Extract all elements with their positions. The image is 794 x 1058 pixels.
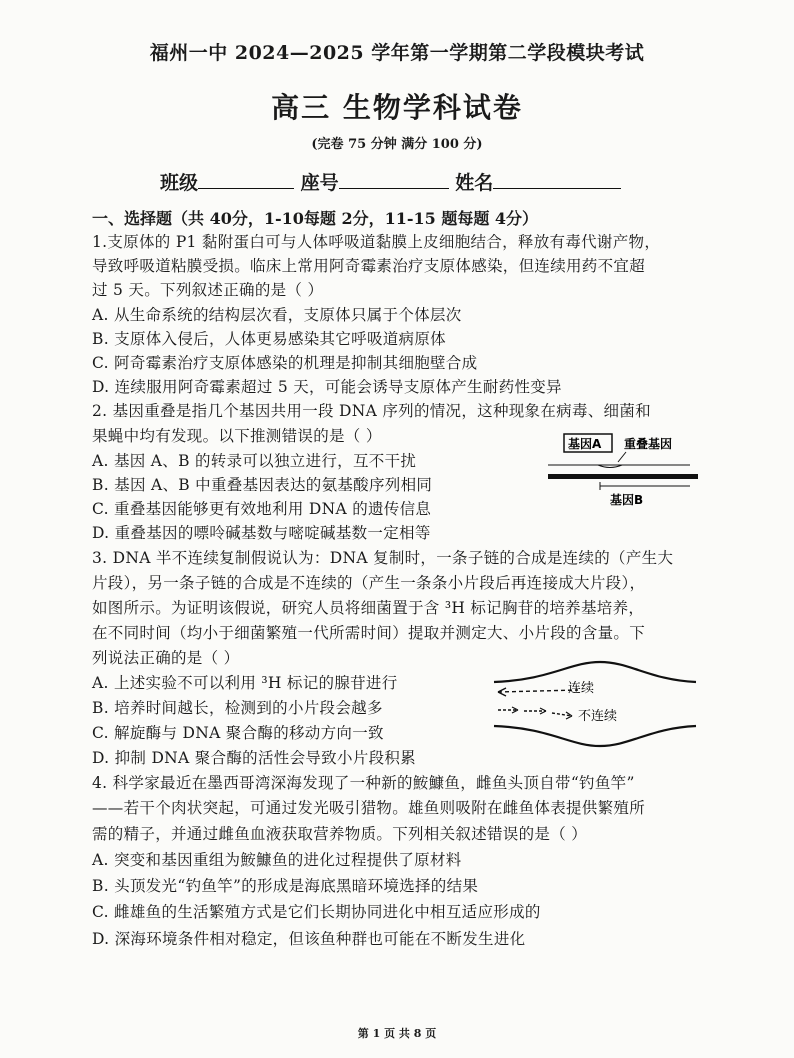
q3-option-a: A. 上述实验不可以利用 ³H 标记的腺苷进行	[92, 674, 398, 692]
gene-b-label: 基因B	[610, 493, 644, 507]
q4-option-b: B. 头顶发光“钓鱼竿”的形成是海底黑暗环境选择的结果	[92, 877, 479, 895]
q2-option-d: D. 重叠基因的嘌呤碱基数与嘧啶碱基数一定相等	[92, 524, 431, 542]
q3-option-d: D. 抑制 DNA 聚合酶的活性会导致小片段积累	[92, 749, 416, 767]
q2-option-b: B. 基因 A、B 中重叠基因表达的氨基酸序列相同	[92, 476, 433, 494]
q2-stem-line2: 果蝇中均有发现。以下推测错误的是（ ）	[92, 427, 382, 445]
q1-stem-line2: 导致呼吸道粘膜受损。临床上常用阿奇霉素治疗支原体感染，但连续用药不宜超	[92, 257, 646, 275]
q4-option-d: D. 深海环境条件相对稳定，但该鱼种群也可能在不断发生进化	[92, 930, 526, 948]
name-label: 姓名	[455, 172, 494, 194]
q3-option-c: C. 解旋酶与 DNA 聚合酶的移动方向一致	[92, 724, 384, 742]
q4-stem-line1: 4. 科学家最近在墨西哥湾深海发现了一种新的鮟鱇鱼，雌鱼头顶自带“钓鱼竿”	[92, 774, 635, 792]
q1-option-c: C. 阿奇霉素治疗支原体感染的机理是抑制其细胞壁合成	[92, 354, 478, 372]
q4-option-c: C. 雌雄鱼的生活繁殖方式是它们长期协同进化中相互适应形成的	[92, 903, 541, 921]
overlap-pointer	[618, 452, 626, 462]
dna-strand	[548, 474, 698, 479]
exam-info: (完卷 75 分钟 满分 100 分)	[311, 137, 483, 152]
q4-stem-line2: ——若干个肉状突起，可通过发光吸引猎物。雄鱼则吸附在雌鱼体表提供繁殖所	[92, 799, 646, 817]
q4-option-a: A. 突变和基因重组为鮟鱇鱼的进化过程提供了原材料	[92, 851, 462, 869]
q2-option-a: A. 基因 A、B 的转录可以独立进行，互不干扰	[92, 452, 417, 470]
q1-option-a: A. 从生命系统的结构层次看，支原体只属于个体层次	[92, 306, 462, 324]
section-heading: 一、选择题（共 40分，1-10每题 2分，11-15 题每题 4分）	[92, 209, 539, 228]
q3-stem-line1: 3. DNA 半不连续复制假说认为：DNA 复制时，一条子链的合成是连续的（产生大	[92, 549, 674, 567]
q3-stem-line3: 如图所示。为证明该假说，研究人员将细菌置于含 ³H 标记胸苷的培养基培养，	[92, 599, 645, 617]
page-number: 第 1 页 共 8 页	[357, 1027, 437, 1040]
overlapping-gene-diagram	[540, 428, 700, 520]
paper-title: 高三 生物学科试卷	[271, 91, 523, 124]
gene-a-label: 基因A	[568, 437, 602, 451]
q1-option-b: B. 支原体入侵后，人体更易感染其它呼吸道病原体	[92, 330, 446, 348]
q3-option-b: B. 培养时间越长，检测到的小片段会越多	[92, 699, 383, 717]
replication-fork-diagram	[490, 656, 700, 750]
leading-strand	[498, 690, 578, 692]
q3-stem-line2: 片段），另一条子链的合成是不连续的（产生一条条小片段后再连接成大片段），	[92, 574, 646, 592]
seat-label: 座号	[300, 172, 339, 194]
q4-stem-line3: 需的精子，并通过雌鱼血液获取营养物质。下列相关叙述错误的是（ ）	[92, 825, 588, 843]
q1-option-d: D. 连续服用阿奇霉素超过 5 天，可能会诱导支原体产生耐药性变异	[92, 378, 562, 396]
q2-option-c: C. 重叠基因能够更有效地利用 DNA 的遗传信息	[92, 500, 432, 518]
parent-strand-top	[494, 662, 696, 682]
class-blank[interactable]	[198, 170, 294, 189]
name-blank[interactable]	[493, 170, 621, 189]
continuous-label: 连续	[568, 681, 595, 696]
parent-strand-bottom	[494, 726, 696, 746]
q1-stem-line3: 过 5 天。下列叙述正确的是（ ）	[92, 281, 324, 299]
student-info-row	[160, 168, 621, 195]
discontinuous-label: 不连续	[578, 709, 618, 724]
overlap-gene-label: 重叠基因	[624, 437, 673, 451]
class-label: 班级	[160, 172, 199, 194]
q1-stem-line1: 1.支原体的 P1 黏附蛋白可与人体呼吸道黏膜上皮细胞结合，释放有毒代谢产物，	[92, 233, 661, 251]
seat-blank[interactable]	[339, 170, 449, 189]
school-exam-title: 福州一中 2024—2025 学年第一学期第二学段模块考试	[149, 42, 645, 64]
q3-stem-line5: 列说法正确的是（ ）	[92, 649, 240, 667]
q2-stem-line1: 2. 基因重叠是指几个基因共用一段 DNA 序列的情况，这种现象在病毒、细菌和	[92, 402, 651, 420]
q3-stem-line4: 在不同时间（均小于细菌繁殖一代所需时间）提取并测定大、小片段的含量。下	[92, 624, 646, 642]
